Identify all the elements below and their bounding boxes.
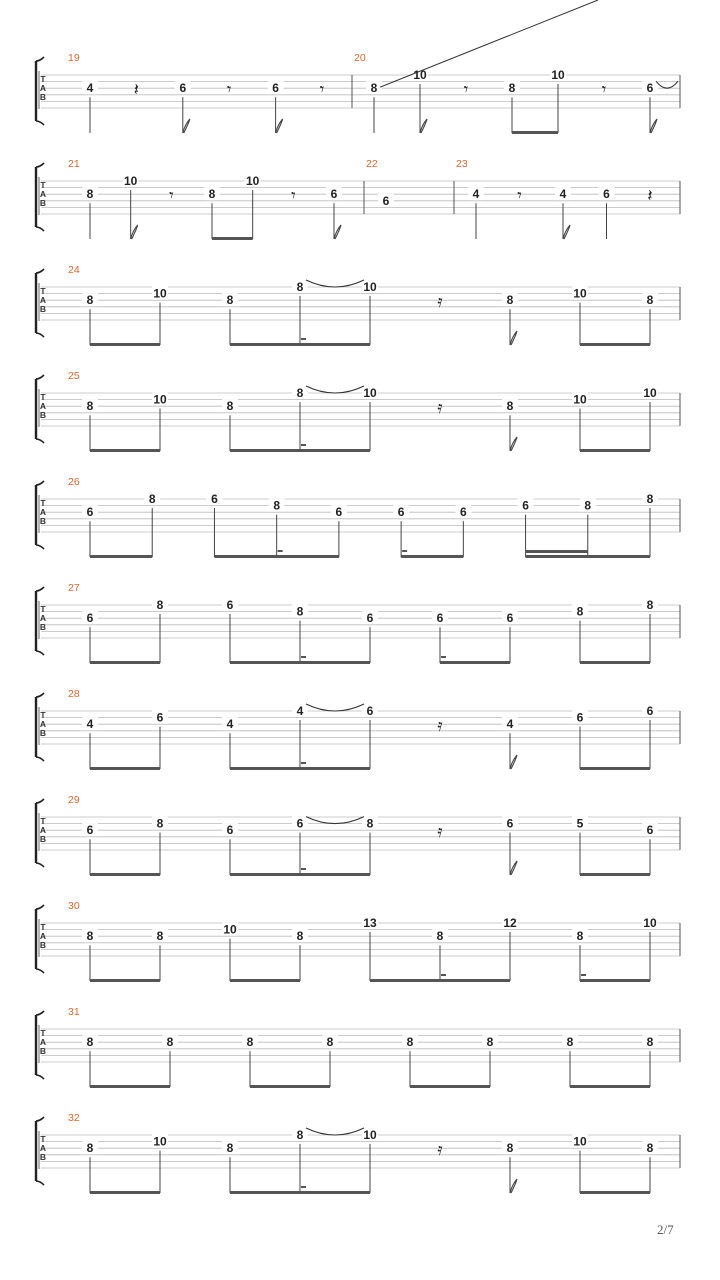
note-beam [526,555,650,558]
fret-number: 8 [576,604,584,619]
tab-clef-letter: B [39,728,47,738]
fret-number: 8 [506,1141,514,1156]
tab-clef-letter: B [39,516,47,526]
tab-clef-letter: B [39,304,47,314]
note-beam [90,767,160,770]
fret-number: 8 [86,929,94,944]
fret-number: 8 [148,492,156,506]
measure-number: 23 [456,158,468,170]
fret-number: 8 [296,1128,304,1142]
fret-number: 10 [223,922,237,937]
fret-number: 8 [506,399,514,414]
fret-number: 8 [366,816,374,831]
note-beam [90,661,160,664]
tab-clef-letter: T [40,816,46,826]
fret-number: 6 [330,187,338,202]
eighth-flag [510,861,517,875]
tie-arc [306,817,364,824]
fret-number: 6 [646,81,654,96]
rhythm-dot [441,974,446,976]
fret-number: 10 [643,386,657,400]
note-beam [580,873,650,876]
fret-number: 8 [86,187,94,202]
sixteenth-rest: 𝄿 [437,292,443,312]
fret-number: 8 [226,399,234,414]
fret-number: 6 [576,710,584,725]
fret-number: 8 [226,1141,234,1156]
tab-clef-letter: A [39,83,47,93]
tab-clef-letter: A [39,719,47,729]
fret-number: 6 [86,505,94,520]
fret-number: 8 [156,816,164,831]
note-beam [580,767,650,770]
eighth-flag [420,119,427,133]
eighth-rest: 𝄾 [601,80,607,100]
fret-number: 8 [86,1141,94,1156]
fret-number: 8 [226,293,234,308]
tie-arc [306,1128,364,1135]
note-beam [90,873,160,876]
eighth-rest: 𝄾 [463,80,469,100]
fret-number: 10 [153,286,167,301]
fret-number: 4 [559,187,567,202]
tab-clef-letter: A [39,507,47,517]
page-number: 2/7 [657,1222,674,1237]
tab-clef-letter: T [40,710,46,720]
fret-number: 6 [226,598,234,612]
sixteenth-rest: 𝄿 [437,822,443,842]
eighth-flag [510,331,517,345]
fret-number: 10 [363,1128,377,1142]
fret-number: 10 [245,174,260,188]
note-beam [90,979,160,982]
eighth-rest: 𝄾 [517,186,522,206]
tab-clef-letter: T [40,604,46,614]
fret-number: 8 [506,293,514,308]
fret-number: 10 [363,280,377,294]
fret-number: 6 [211,492,218,506]
measure-number: 19 [68,52,80,64]
note-beam [90,1085,170,1088]
measure-number: 28 [68,688,80,700]
fret-number: 10 [573,392,587,407]
tab-clef-letter: A [39,825,47,835]
note-beam [580,449,650,452]
tab-system [36,158,680,240]
note-beam [370,979,510,982]
tab-clef-letter: T [40,180,46,190]
note-beam [230,979,300,982]
note-beam [90,1191,160,1194]
fret-number: 10 [643,916,657,930]
tab-clef-letter: T [40,1134,46,1144]
quarter-rest: 𝄽 [647,186,653,206]
fret-number: 4 [296,704,304,718]
fret-number: 10 [573,1134,587,1149]
fret-number: 6 [603,187,610,202]
tab-clef-letter: A [39,189,47,199]
eighth-flag [276,119,283,133]
eighth-rest: 𝄾 [169,186,174,206]
sixteenth-rest: 𝄿 [437,716,443,736]
fret-number: 6 [86,823,94,838]
fret-number: 8 [584,498,592,513]
fret-number: 10 [123,174,138,188]
fret-number: 8 [156,598,164,612]
fret-number: 10 [551,68,565,82]
note-beam [440,661,510,664]
eighth-flag [510,1179,517,1193]
eighth-flag [510,437,517,451]
fret-number: 13 [363,916,377,930]
tab-clef-letter: A [39,295,47,305]
fret-number: 8 [86,399,94,414]
fret-number: 4 [472,187,480,202]
note-beam [512,131,558,134]
fret-number: 8 [246,1035,254,1050]
fret-number: 8 [566,1035,574,1050]
note-beam [230,1191,370,1194]
rhythm-dot [581,974,586,976]
note-beam [230,767,370,770]
fret-number: 8 [296,280,304,294]
fret-number: 8 [370,81,378,96]
note-beam [90,555,152,558]
fret-number: 8 [296,604,304,619]
measure-number: 21 [68,158,80,170]
measure-number: 25 [68,370,80,382]
fret-number: 8 [166,1035,174,1050]
tab-clef-letter: A [39,613,47,623]
fret-number: 6 [86,611,94,626]
measure-number: 30 [68,900,80,912]
measure-number: 27 [68,582,80,594]
eighth-flag [510,755,517,769]
tab-system [36,476,680,558]
tab-clef-letter: A [39,401,47,411]
fret-number: 6 [272,81,279,96]
tie-arc [656,81,678,88]
fret-number: 8 [576,929,584,944]
eighth-rest: 𝄾 [226,80,232,100]
fret-number: 4 [226,717,234,732]
eighth-flag [131,225,138,239]
fret-number: 10 [153,392,167,407]
fret-number: 6 [522,498,529,513]
fret-number: 12 [503,916,517,930]
measure-number: 29 [68,794,80,806]
note-beam [580,343,650,346]
fret-number: 8 [86,293,94,308]
tab-clef-letter: B [39,622,47,632]
rhythm-dot [441,656,446,658]
fret-number: 6 [646,704,654,718]
fret-number: 8 [273,498,281,513]
tie-arc [306,280,364,287]
note-beam [90,449,160,452]
rhythm-dot [278,550,283,552]
rhythm-dot [301,868,306,870]
note-beam [212,237,253,240]
tab-clef-letter: T [40,286,46,296]
fret-number: 8 [436,929,444,944]
measure-number: 24 [68,264,80,276]
fret-number: 8 [508,81,516,96]
tab-clef-letter: A [39,1037,47,1047]
fret-number: 10 [413,68,427,82]
tab-clef-letter: T [40,1028,46,1038]
fret-number: 8 [646,1141,654,1156]
note-beam [230,873,370,876]
tab-system [36,900,680,982]
note-beam [580,661,650,664]
eighth-flag [650,119,657,133]
measure-number: 22 [366,158,378,170]
tab-system [36,794,680,876]
eighth-rest: 𝄾 [291,186,296,206]
quarter-rest: 𝄽 [133,80,140,100]
fret-number: 10 [573,286,587,301]
tab-clef-letter: B [39,198,47,208]
rhythm-dot [402,550,407,552]
fret-number: 6 [459,505,467,520]
eighth-flag [563,225,570,239]
fret-number: 6 [335,505,343,520]
fret-number: 6 [226,823,234,838]
tab-clef-letter: A [39,1143,47,1153]
rhythm-dot [301,338,306,340]
fret-number: 6 [366,611,374,626]
tab-system [36,1006,680,1088]
tab-clef-letter: B [39,834,47,844]
eighth-flag [334,225,341,239]
tab-system [36,264,680,346]
rhythm-dot [301,656,306,658]
fret-number: 8 [326,1035,334,1050]
fret-number: 8 [296,386,304,400]
fret-number: 5 [576,816,584,831]
fret-number: 6 [397,505,405,520]
fret-number: 8 [86,1035,94,1050]
sixteenth-beam [526,550,588,553]
fret-number: 4 [86,717,94,732]
fret-number: 10 [363,386,377,400]
fret-number: 6 [296,816,304,831]
measure-number: 31 [68,1006,80,1018]
fret-number: 8 [646,1035,654,1050]
fret-number: 4 [506,717,514,732]
fret-number: 6 [156,710,164,725]
note-beam [401,555,463,558]
note-beam [214,555,338,558]
tab-system [36,0,680,134]
note-beam [90,343,160,346]
measure-number: 26 [68,476,80,488]
note-beam [570,1085,650,1088]
tab-system [36,582,680,664]
fret-number: 6 [382,193,390,208]
rhythm-dot [301,762,306,764]
fret-number: 6 [506,816,514,831]
fret-number: 8 [156,929,164,944]
fret-number: 4 [86,81,94,96]
note-beam [230,661,370,664]
tab-clef-letter: B [39,940,47,950]
note-beam [580,979,650,982]
rhythm-dot [301,444,306,446]
tab-clef-letter: T [40,922,46,932]
fret-number: 8 [406,1035,414,1050]
fret-number: 8 [646,598,654,612]
fret-number: 6 [436,611,444,626]
note-beam [230,343,370,346]
sixteenth-rest: 𝄿 [437,398,443,418]
fret-number: 8 [646,492,654,506]
measure-number: 32 [68,1112,80,1124]
fret-number: 6 [506,611,514,626]
fret-number: 8 [486,1035,494,1050]
tab-clef-letter: B [39,1046,47,1056]
note-beam [250,1085,330,1088]
tab-clef-letter: B [39,92,47,102]
sixteenth-rest: 𝄿 [437,1140,443,1160]
tab-system [36,370,680,452]
tab-clef-letter: B [39,1152,47,1162]
tab-system [36,688,680,770]
tab-clef-letter: T [40,74,46,84]
fret-number: 6 [366,704,374,718]
note-beam [580,1191,650,1194]
tab-system [36,1112,680,1194]
fret-number: 8 [296,929,304,944]
eighth-rest: 𝄾 [319,80,325,100]
rhythm-dot [301,1186,306,1188]
fret-number: 6 [179,81,187,96]
tab-clef-letter: A [39,931,47,941]
note-beam [410,1085,490,1088]
tab-clef-letter: B [39,410,47,420]
tie-arc [306,386,364,393]
tab-clef-letter: T [40,392,46,402]
fret-number: 10 [153,1134,167,1149]
eighth-flag [183,119,190,133]
fret-number: 8 [646,293,654,308]
fret-number: 8 [208,187,216,202]
note-beam [230,449,370,452]
tie-arc [306,704,364,711]
measure-number: 20 [354,52,366,64]
fret-number: 6 [646,823,654,838]
tab-clef-letter: T [40,498,46,508]
